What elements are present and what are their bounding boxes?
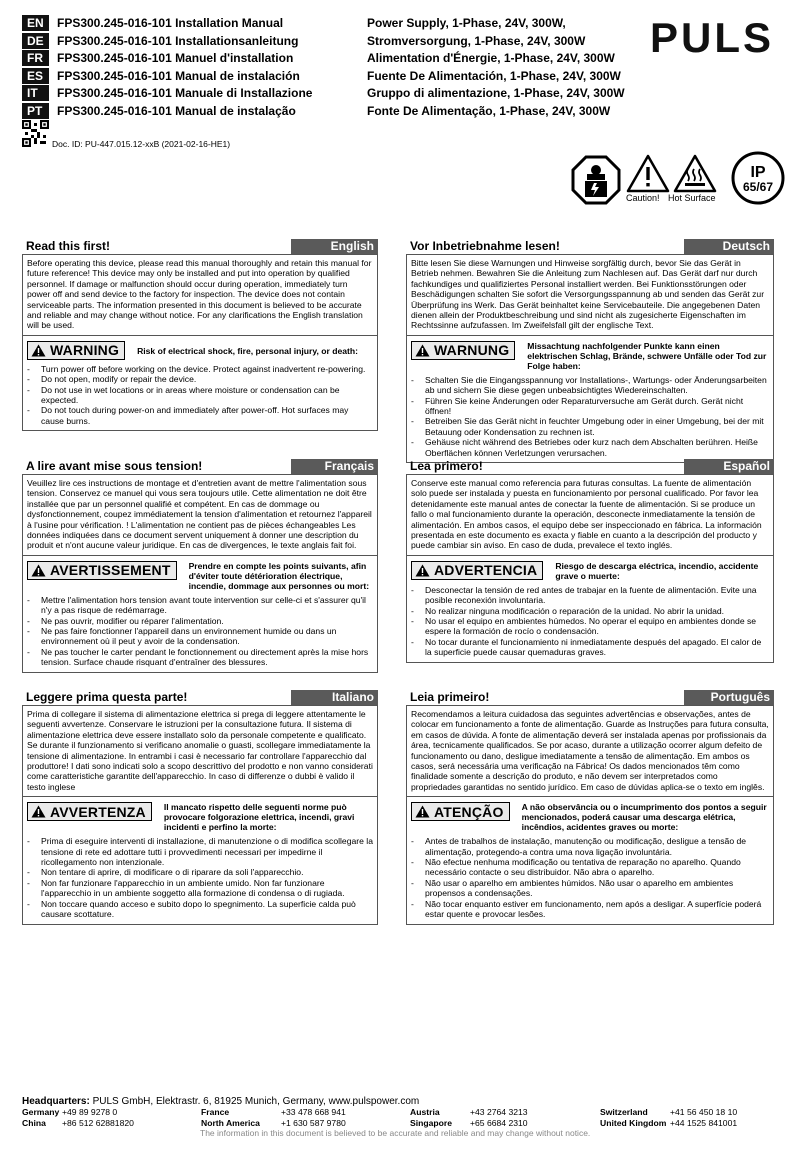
contact-entry	[410, 1118, 600, 1129]
bullet-list	[407, 836, 773, 919]
warning-row	[407, 336, 773, 373]
panel-title-de: Vor Inbetriebnahme lesen!	[410, 239, 560, 253]
hq-label: Headquarters:	[22, 1096, 90, 1107]
warning-label: ATENÇÃO	[434, 803, 504, 820]
warning-row	[23, 336, 377, 362]
list-item: - Gehäuse nicht während des Betriebes oder kurz nach dem Abschalten berühren. Heiße Oberflächen können Verletzungen verursachen.	[411, 437, 769, 458]
warning-badge	[411, 802, 510, 821]
contact-phone: +33 478 668 941	[281, 1107, 346, 1117]
list-item: - Ne pas faire fonctionner l'appareil dans un environnement humide ou dans un environnement où il peut y avoir de la condensation.	[27, 626, 373, 647]
contact-phone: +1 630 587 9780	[281, 1117, 346, 1128]
panel-lang-it: Italiano	[291, 690, 378, 705]
panel-title-fr: A lire avant mise sous tension!	[26, 459, 203, 473]
panel-lang-pt: Português	[684, 690, 774, 705]
footer	[22, 1096, 792, 1128]
warning-text: Risk of electrical shock, fire, personal injury, or death:	[137, 345, 359, 356]
qualified-personnel-icon	[571, 155, 621, 205]
bullet-list	[23, 364, 377, 426]
contact-country: Germany	[22, 1107, 60, 1117]
panel-lang-fr: Français	[291, 459, 378, 474]
logo-text: PULS	[650, 16, 775, 58]
hot-surface-icon	[673, 153, 717, 193]
list-item: - Não efectue nenhuma modificação ou tentativa de reparação no aparelho. Quando necessário contacte o seu distribuidor. Não abra o aparelho.	[411, 857, 769, 878]
contact-phone: +41 56 450 18 10	[670, 1107, 738, 1117]
warning-badge	[27, 341, 125, 360]
product-subtitle: Power Supply, 1-Phase, 24V, 300W,	[367, 16, 566, 30]
warning-icon	[415, 564, 430, 577]
panel-it	[22, 705, 378, 925]
list-item: - Führen Sie keine Änderungen oder Reparaturversuche am Gerät durch. Gerät nicht öffnen!	[411, 396, 769, 417]
list-item: - Do not open, modify or repair the device.	[27, 374, 373, 384]
panel-title-en: Read this first!	[26, 239, 111, 253]
lang-code: DE	[22, 33, 49, 49]
panel-title-es: Lea primero!	[410, 459, 483, 473]
list-item: - No realizar ninguna modificación o reparación de la unidad. No abrir la unidad.	[411, 606, 769, 616]
footer-note: The information in this document is believed to be accurate and reliable and may change without notice.	[200, 1128, 591, 1138]
list-item: - Schalten Sie die Eingangsspannung vor Installations-, Wartungs- oder Änderungsarbeiten ab und sichern Sie diese gegen unbeabsichtigtes Wiedereinschalten.	[411, 375, 769, 396]
header-row	[22, 85, 642, 101]
product-subtitle: Alimentation d'Énergie, 1-Phase, 24V, 300W	[367, 51, 615, 65]
header-row	[22, 15, 642, 31]
list-item: - Do not touch during power-on and immediately after power-off. Hot surfaces may cause burns.	[27, 405, 373, 426]
contact-row	[22, 1107, 792, 1118]
warning-badge	[411, 561, 543, 580]
panel-title-pt: Leia primeiro!	[410, 690, 490, 704]
contact-phone: +86 512 62881820	[62, 1117, 134, 1128]
caution-label: Caution!	[626, 193, 660, 203]
contact-entry	[22, 1118, 201, 1129]
panel-es	[406, 474, 774, 663]
contact-phone: +65 6684 2310	[470, 1117, 528, 1128]
warning-icon	[415, 344, 430, 357]
contact-phone: +49 89 9278 0	[62, 1107, 118, 1117]
warning-text: Missachtung nachfolgender Punkte kann einen elektrischen Schlag, Brände, schwere Unfälle oder Tod zur Folge haben:	[527, 340, 767, 371]
ip-rating-icon	[730, 150, 786, 206]
lang-code: ES	[22, 68, 49, 84]
headquarters-line	[22, 1096, 792, 1107]
contact-country: Austria	[410, 1107, 440, 1117]
hq-text: PULS GmbH, Elektrastr. 6, 81925 Munich, Germany, www.pulspower.com	[92, 1096, 420, 1107]
contact-country: Switzerland	[600, 1107, 648, 1117]
warning-icon	[415, 805, 430, 818]
product-subtitle: Gruppo di alimentazione, 1-Phase, 24V, 300W	[367, 86, 625, 100]
panel-intro: Recomendamos a leitura cuidadosa das seguintes advertências e observações, antes de colocar em funcionamento a fonte de alimentação. Guarde as Instruções para futura consulta, em casos de dúvida. A fonte de alimentação deverá ser instalada apenas por profissionais da área, tecnicamente qualificados. Se por acaso, durante a utilização ocorrer algum defeito de funcionamento ou dano, desligue imediatamente a tensão de alimentação. Em ambos os casos, será necessária uma verificação na Fábrica! Os dados mencionados têm como finalidade somente a descrição do produto, e não devem ser interpretados como propriedades garantidas no sentido jurídico. Em caso de dúvidas aplica-se o texto em inglês.	[407, 706, 773, 797]
warning-icon	[31, 564, 46, 577]
manual-title: FPS300.245-016-101 Manuel d'installation	[57, 51, 294, 65]
warning-text: A não observância ou o incumprimento dos pontos a seguir mencionados, poderá causar uma descarga elétrica, incêndios, acidentes graves ou morte:	[521, 802, 767, 833]
header-row	[22, 50, 642, 66]
list-item: - No usar el equipo en ambientes húmedos. No operar el equipo en ambientes donde se espere la formación de rocío o condensación.	[411, 616, 769, 637]
bullet-list	[23, 836, 377, 919]
product-subtitle: Fonte De Alimentação, 1-Phase, 24V, 300W	[367, 103, 611, 118]
warning-icon	[31, 805, 46, 818]
lang-code: PT	[22, 103, 49, 119]
contact-country: France	[201, 1107, 230, 1117]
list-item: - Non far funzionare l'apparecchio in un ambiente umido. Non far funzionare l'apparecchio in un ambiente soggetto alla formazione di condensa o di rugiada.	[27, 878, 373, 899]
manual-title: FPS300.245-016-101 Installationsanleitung	[57, 33, 299, 48]
list-item: - Prima di eseguire interventi di installazione, di manutenzione o di modifica scollegare la tensione di rete ed adottare tutti i provvedimenti necessari per impedirne il ricollegamento non intenzionale.	[27, 836, 373, 867]
header-row	[22, 103, 642, 119]
panel-title-it: Leggere prima questa parte!	[26, 690, 188, 704]
manual-title: FPS300.245-016-101 Installation Manual	[57, 16, 284, 30]
list-item: - Mettre l'alimentation hors tension avant toute intervention sur celle-ci et s'assurer qu'il n'y a pas risque de redémarrage.	[27, 595, 373, 616]
product-subtitle: Fuente De Alimentación, 1-Phase, 24V, 300W	[367, 68, 621, 83]
contact-entry	[22, 1107, 201, 1118]
panel-lang-es: Español	[684, 459, 774, 474]
panel-pt	[406, 705, 774, 925]
list-item: - Desconectar la tensión de red antes de trabajar en la fuente de alimentación. Evite una posible reconexión involuntaria.	[411, 585, 769, 606]
list-item: - Não tocar enquanto estiver em funcionamento, nem após a desligar. A superfície poderá estar quente e provocar lesões.	[411, 899, 769, 920]
warning-badge	[27, 802, 152, 821]
contact-country: United Kingdom	[600, 1117, 667, 1128]
manual-title: FPS300.245-016-101 Manual de instalação	[57, 103, 296, 118]
contact-phone: +44 1525 841001	[670, 1117, 738, 1128]
manual-title: FPS300.245-016-101 Manual de instalación	[57, 68, 300, 83]
warning-text: Il mancato rispetto delle seguenti norme può provocare folgorazione elettrica, incendi, gravi incidenti e perfino la morte:	[163, 802, 355, 833]
product-subtitle: Stromversorgung, 1-Phase, 24V, 300W	[367, 33, 586, 48]
contact-entry	[201, 1107, 410, 1118]
warning-label: AVERTISSEMENT	[50, 562, 171, 579]
list-item: - Não usar o aparelho em ambientes húmidos. Não usar o aparelho em ambientes propensos a condensações.	[411, 878, 769, 899]
bullet-list	[407, 585, 773, 658]
panel-lang-en: English	[291, 239, 378, 254]
panel-fr	[22, 474, 378, 673]
warning-label: ADVERTENCIA	[434, 562, 538, 579]
panel-de	[406, 254, 774, 463]
ip-label: IP	[750, 164, 766, 181]
warning-badge	[27, 561, 177, 580]
lang-code: EN	[22, 15, 49, 31]
warning-text: Prendre en compte les points suivants, afin d'éviter toute détérioration électrique, incendie, dommage aux personnes ou mort:	[188, 560, 370, 591]
warning-row	[407, 556, 773, 583]
puls-logo	[648, 16, 788, 58]
lang-code: FR	[22, 50, 49, 66]
list-item: - Ne pas toucher le carter pendant le fonctionnement ou directement après la mise hors tension. Surface chaude risquant d'entraîner des blessures.	[27, 647, 373, 668]
list-item: - Turn power off before working on the device. Protect against inadvertent re-powering.	[27, 364, 373, 374]
contact-entry	[201, 1118, 410, 1129]
panel-intro: Before operating this device, please read this manual thoroughly and retain this manual for future reference! This device may only be installed and put into operation by qualified personnel. If damage or malfunction should occur during operation, immediately turn power off and send device to the factory for inspection. The device does not contain serviceable parts. The information presented in this document is believed to be accurate and reliable and may change without notice. For any clarifications the English translation will be used.	[23, 255, 377, 336]
qr-code-icon	[22, 120, 49, 147]
warning-icon	[31, 344, 46, 357]
bullet-list	[407, 375, 773, 458]
contact-phone: +43 2764 3213	[470, 1107, 528, 1117]
contact-entry	[600, 1118, 737, 1129]
header-row	[22, 68, 642, 84]
caution-icon	[626, 153, 670, 193]
warning-text: Riesgo de descarga eléctrica, incendio, accidente grave o muerte:	[555, 560, 759, 581]
panel-intro: Prima di collegare il sistema di alimentazione elettrica si prega di leggere attentamente le seguenti avvertenze. Conservare le istruzioni per la consultazione futura. Il sistema di alimentazione elettrica deve essere installato solo da personale competente e qualificato. Se durante il funzionamento si verificano anomalie o guasti, scollegare immediatamente la tensione di alimentazione. In entrambi i casi è necessario far controllare l'apparecchio dal produttore! I dati sono indicati solo a scopo descrittivo del prodotto e non vanno considerati come caratteristiche garantite dell'apparecchio. In caso di differenze o dubbi è valido il testo inglese	[23, 706, 377, 797]
manual-title: FPS300.245-016-101 Manuale di Installazione	[57, 86, 313, 100]
list-item: - No tocar durante el funcionamiento ni inmediatamente después del apagado. El calor de la superficie puede causar quemaduras graves.	[411, 637, 769, 658]
contact-country: North America	[201, 1117, 260, 1128]
list-item: - Non tentare di aprire, di modificare o di riparare da soli l'apparecchio.	[27, 867, 373, 877]
contact-country: China	[22, 1117, 46, 1128]
warning-label: AVVERTENZA	[50, 803, 146, 820]
warning-row	[23, 797, 377, 834]
contact-row	[22, 1118, 792, 1129]
warning-row	[407, 797, 773, 834]
warning-row	[23, 556, 377, 593]
header-table	[22, 15, 642, 120]
panel-intro: Conserve este manual como referencia para futuras consultas. La fuente de alimentación solo puede ser instalada y puesta en funcionamiento por personal cualificado. Por favor lea detenidamente este manual antes de conectar la fuente de alimentación. Si se produce un fallo o mal funcionamiento durante la operación, desconecte inmediatamente la tensión de alimentación. En ambos casos, el equipo debe ser inspeccionado en fábrica. La información presentada en este documento es exacta y fiable en cuanto a la descripción del producto y puede cambiar sin aviso. En caso de duda, prevalece el texto inglés.	[407, 475, 773, 556]
panel-lang-de: Deutsch	[684, 239, 774, 254]
list-item: - Antes de trabalhos de instalação, manutenção ou modificação, desligue a tensão de alimentação, protegendo-a contra uma nova ligação involuntária.	[411, 836, 769, 857]
warning-label: WARNUNG	[434, 342, 510, 359]
lang-code: IT	[22, 85, 49, 101]
panel-en	[22, 254, 378, 431]
hot-surface-label: Hot Surface	[668, 193, 716, 203]
contact-entry	[410, 1107, 600, 1118]
warning-badge	[411, 341, 515, 360]
panel-intro: Veuillez lire ces instructions de montage et d'entretien avant de mettre l'alimentation sous tension. Conservez ce manuel qui vous sera toujours utile. Cette alimentation ne doit être installée que par un personnel qualifié et compétent. En cas de dommage ou dysfonctionnement, coupez immédiatement la tension d'alimentation et retournez l'appareil à l'usine pour vérification. ! L'alimentation ne contient pas de pièces échangeables Les données indiquées dans ce document servent uniquement à donner une description du produit et n'ont aucune valeur juridique. En cas de divergences, le texte anglais fait foi.	[23, 475, 377, 556]
contact-country: Singapore	[410, 1117, 453, 1128]
bullet-list	[23, 595, 377, 668]
doc-id: Doc. ID: PU-447.015.12-xxB (2021-02-16-HE1)	[52, 139, 231, 149]
panel-intro: Bitte lesen Sie diese Warnungen und Hinweise sorgfältig durch, bevor Sie das Gerät in Betrieb nehmen. Bewahren Sie die Anleitung zum Nachlesen auf. Das Gerät darf nur durch fachkundiges und qualifiziertes Personal installiert werden. Bei Funktionsstörungen oder Beschädigungen schalten Sie sofort die Versorgungsspannung ab und senden das Gerät zur Überprüfung ins Werk. Das Gerät beinhaltet keine Servicebauteile. Die angegebenen Daten dienen allein der Produktbeschreibung und sind nicht als zugesicherte Eigenschaften im Rechtssinne aufzufassen. Im Zweifelsfall gilt der englische Text.	[407, 255, 773, 336]
list-item: - Ne pas ouvrir, modifier ou réparer l'alimentation.	[27, 616, 373, 626]
ip-value: 65/67	[742, 180, 774, 194]
list-item: - Do not use in wet locations or in areas where moisture or condensation can be expected.	[27, 385, 373, 406]
list-item: - Non toccare quando acceso e subito dopo lo spegnimento. La superficie calda può causare scottature.	[27, 899, 373, 920]
header-row	[22, 33, 642, 49]
list-item: - Betreiben Sie das Gerät nicht in feuchter Umgebung oder in einer Umgebung, bei der mit Betauung oder Kondensation zu rechnen ist.	[411, 416, 769, 437]
contact-entry	[600, 1107, 737, 1118]
warning-label: WARNING	[50, 342, 120, 359]
